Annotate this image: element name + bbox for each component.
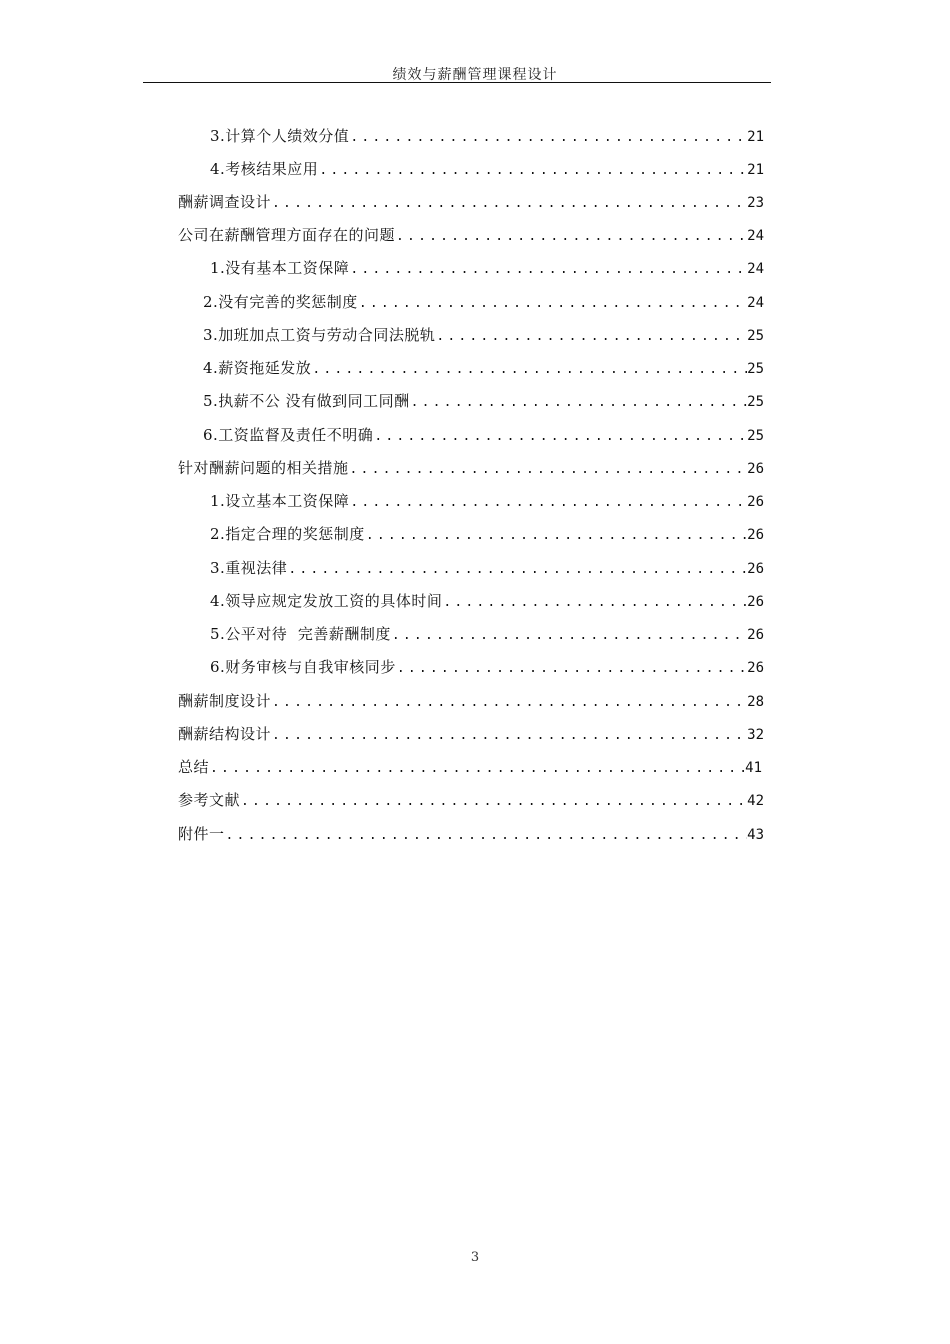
toc-leader-dots bbox=[318, 154, 747, 186]
toc-leader-dots bbox=[271, 686, 747, 718]
toc-leader-dots bbox=[395, 220, 747, 252]
toc-entry[interactable] bbox=[178, 186, 764, 219]
toc-entry-page: 26 bbox=[747, 494, 764, 510]
toc-entry-page: 21 bbox=[747, 162, 764, 178]
toc-leader-dots bbox=[365, 519, 747, 551]
toc-entry-page: 21 bbox=[747, 129, 764, 145]
toc-entry-label: 6.财务审核与自我审核同步 bbox=[210, 658, 396, 676]
toc-entry-page: 26 bbox=[747, 461, 764, 477]
toc-entry[interactable] bbox=[203, 419, 764, 452]
toc-leader-dots bbox=[410, 386, 748, 418]
toc-entry[interactable] bbox=[210, 120, 764, 153]
toc-entry-label: 酬薪结构设计 bbox=[178, 725, 272, 743]
toc-entry-label: 2.指定合理的奖惩制度 bbox=[210, 525, 365, 543]
toc-entry[interactable] bbox=[178, 784, 764, 817]
toc-entry-label: 酬薪制度设计 bbox=[178, 692, 272, 710]
toc-leader-dots bbox=[349, 486, 747, 518]
toc-entry-label: 2.没有完善的奖惩制度 bbox=[203, 293, 358, 311]
toc-entry-label: 4.考核结果应用 bbox=[210, 160, 319, 178]
toc-entry-page: 26 bbox=[747, 561, 764, 577]
toc-entry[interactable] bbox=[210, 651, 764, 684]
toc-entry[interactable] bbox=[203, 286, 764, 319]
toc-entry[interactable] bbox=[178, 818, 764, 851]
running-header-title: 绩效与薪酬管理课程设计 bbox=[392, 67, 558, 83]
toc-entry-label: 参考文献 bbox=[178, 791, 241, 809]
toc-entry-label: 总结 bbox=[178, 758, 210, 776]
page-number: 3 bbox=[470, 1250, 480, 1265]
toc-leader-dots bbox=[373, 420, 747, 452]
toc-entry-page: 43 bbox=[747, 827, 764, 843]
toc-entry[interactable] bbox=[210, 618, 764, 651]
toc-entry[interactable] bbox=[178, 718, 764, 751]
toc-entry-page: 26 bbox=[747, 627, 764, 643]
toc-entry-page: 25 bbox=[747, 394, 764, 410]
toc-entry-page: 32 bbox=[747, 727, 764, 743]
toc-leader-dots bbox=[225, 819, 748, 851]
toc-entry[interactable] bbox=[203, 385, 764, 418]
toc-entry[interactable] bbox=[178, 452, 764, 485]
toc-entry[interactable] bbox=[210, 518, 764, 551]
toc-entry-page: 26 bbox=[747, 527, 764, 543]
toc-entry[interactable] bbox=[210, 252, 764, 285]
toc-leader-dots bbox=[349, 453, 748, 485]
toc-entry-page: 25 bbox=[747, 328, 764, 344]
toc-entry[interactable] bbox=[210, 485, 764, 518]
toc-leader-dots bbox=[209, 752, 745, 784]
toc-entry[interactable] bbox=[203, 352, 764, 385]
toc-entry-label: 3.计算个人绩效分值 bbox=[210, 127, 350, 145]
toc-entry[interactable] bbox=[203, 319, 764, 352]
toc-leader-dots bbox=[442, 586, 747, 618]
toc-entry-page: 24 bbox=[747, 261, 764, 277]
toc-leader-dots bbox=[240, 785, 747, 817]
toc-entry-label: 4.领导应规定发放工资的具体时间 bbox=[210, 592, 443, 610]
toc-entry-label: 5.执薪不公 没有做到同工同酬 bbox=[203, 392, 410, 410]
toc-entry-page: 26 bbox=[747, 594, 764, 610]
toc-entry-label: 针对酬薪问题的相关措施 bbox=[178, 459, 349, 477]
toc-leader-dots bbox=[435, 320, 747, 352]
toc-entry-label: 酬薪调查设计 bbox=[178, 193, 272, 211]
toc-entry-page: 23 bbox=[747, 195, 764, 211]
toc-leader-dots bbox=[349, 121, 747, 153]
toc-entry-label: 公司在薪酬管理方面存在的问题 bbox=[178, 226, 396, 244]
toc-leader-dots bbox=[271, 719, 747, 751]
toc-entry-page: 25 bbox=[747, 428, 764, 444]
toc-entry-label: 4.薪资拖延发放 bbox=[203, 359, 312, 377]
toc-leader-dots bbox=[271, 187, 747, 219]
toc-entry-label: 5.公平对待 完善薪酬制度 bbox=[210, 625, 391, 643]
toc-entry-label: 3.重视法律 bbox=[210, 559, 288, 577]
toc-leader-dots bbox=[287, 553, 747, 585]
toc-leader-dots bbox=[349, 253, 747, 285]
toc-entry[interactable] bbox=[178, 751, 762, 784]
toc-entry-page: 24 bbox=[747, 295, 764, 311]
toc-leader-dots bbox=[358, 287, 747, 319]
toc-entry-label: 1.没有基本工资保障 bbox=[210, 259, 350, 277]
toc-entry[interactable] bbox=[178, 219, 764, 252]
toc-entry[interactable] bbox=[210, 585, 764, 618]
toc-leader-dots bbox=[391, 619, 747, 651]
toc-entry-label: 6.工资监督及责任不明确 bbox=[203, 426, 374, 444]
toc-entry[interactable] bbox=[210, 153, 764, 186]
toc-entry-label: 附件一 bbox=[178, 825, 225, 843]
toc-entry-page: 41 bbox=[745, 760, 762, 776]
header-divider bbox=[143, 82, 771, 83]
toc-entry-label: 1.设立基本工资保障 bbox=[210, 492, 350, 510]
toc-entry-page: 42 bbox=[747, 793, 764, 809]
toc-entry-page: 25 bbox=[747, 361, 764, 377]
toc-leader-dots bbox=[311, 353, 747, 385]
toc-entry[interactable] bbox=[178, 685, 764, 718]
toc-leader-dots bbox=[396, 652, 747, 684]
toc-entry[interactable] bbox=[210, 552, 764, 585]
toc-entry-page: 26 bbox=[747, 660, 764, 676]
toc-entry-page: 24 bbox=[747, 228, 764, 244]
toc-entry-label: 3.加班加点工资与劳动合同法脱轨 bbox=[203, 326, 436, 344]
toc-entry-page: 28 bbox=[747, 694, 764, 710]
